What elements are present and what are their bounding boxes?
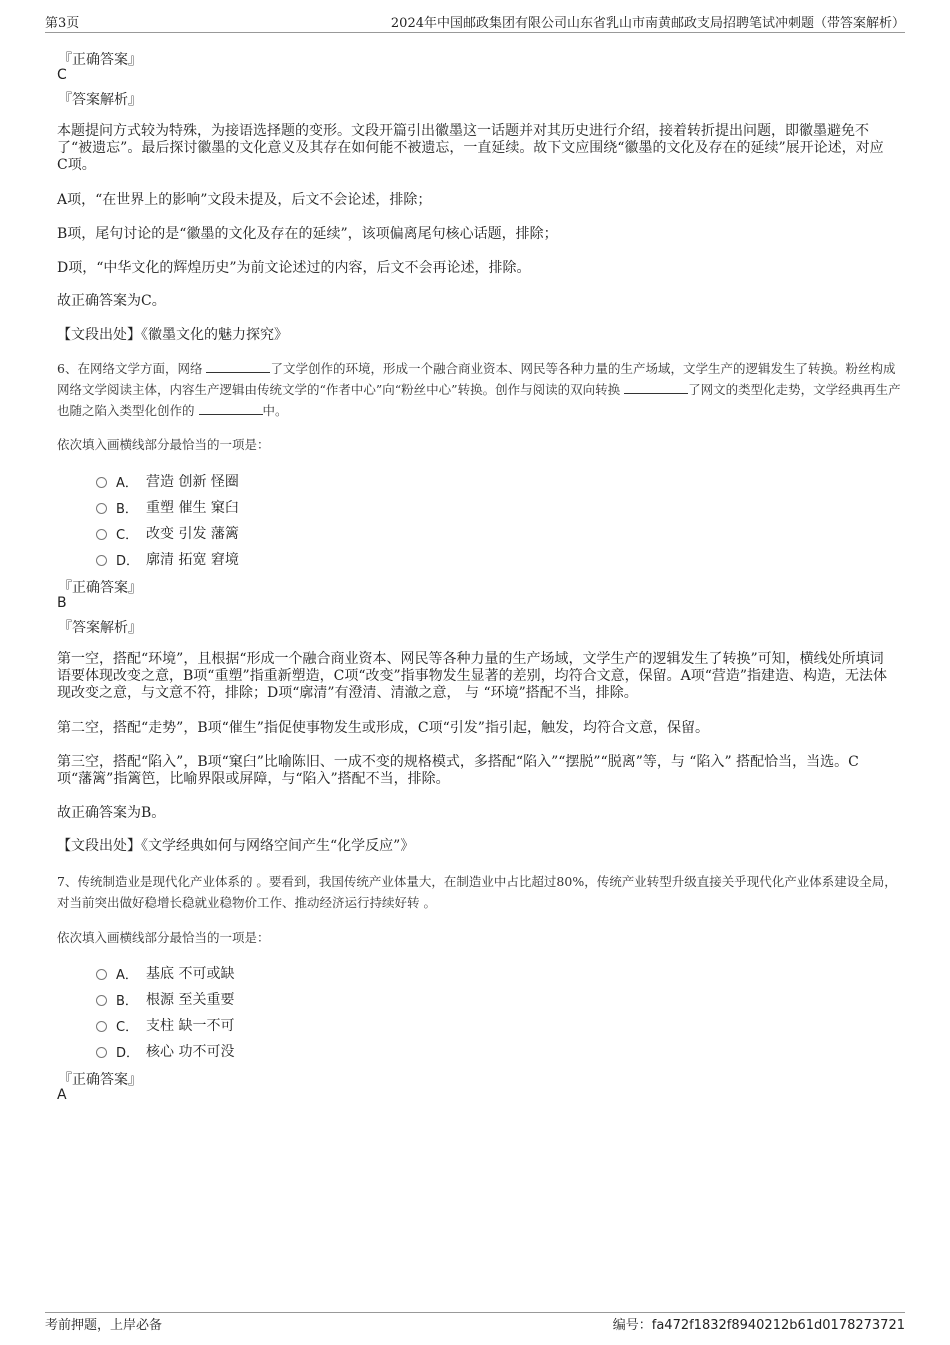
q6-analysis-label: 『答案解析』 [58,620,142,636]
q7-option-a[interactable] [96,963,234,983]
radio-icon[interactable] [96,969,107,980]
q7-stem: 7、传统制造业是现代化产业体系的 。要看到，我国传统产业体量大，在制造业中占比超过80%，传统产业转型升级直接关乎现代化产业体系建设全局，对当前突出做好稳增长稳就业稳物价工作、推动经济运行持续好转 。 [57,874,897,910]
radio-icon[interactable] [96,477,107,488]
radio-icon[interactable] [96,555,107,566]
q7-answer: A [57,1087,67,1103]
footer-code [613,1314,905,1333]
q6-option-a[interactable] [96,471,239,491]
footer-code-value: fa472f1832f8940212b61d0178273721 [651,1318,905,1333]
option-letter: C． [116,1019,139,1035]
q7-answer-label: 『正确答案』 [58,1072,142,1088]
header-divider [45,32,905,33]
radio-icon[interactable] [96,1021,107,1032]
q5-analysis-p2: A项，“在世界上的影响”文段未提及，后文不会论述，排除； [57,192,432,208]
footer-slogan: 考前押题，上岸必备 [45,1318,163,1333]
option-letter: D． [116,1045,140,1061]
option-letter: B． [116,993,138,1009]
option-letter: C． [116,527,139,543]
q6-analysis-p4: 故正确答案为B。 [57,805,166,821]
q5-analysis-p4: D项，“中华文化的辉煌历史”为前文论述过的内容，后文不会再论述，排除。 [57,260,531,276]
q6-stem-part-a: 6、在网络文学方面，网络 [57,361,203,376]
q6-blank-2 [624,381,688,394]
q5-analysis-label: 『答案解析』 [58,92,142,108]
q6-analysis-p3: 第三空，搭配“陷入”，B项“窠臼”比喻陈旧、一成不变的规格模式，多搭配“陷入”“摆脱”“脱离”等，与 “陷入” 搭配恰当，当选。C项“藩篱”指篱笆，比喻界限或屏障，与“陷入”搭配不当，排除。 [57,754,859,787]
q6-answer: B [57,595,67,611]
option-text: 根源 至关重要 [146,992,235,1008]
option-letter: B． [116,501,138,517]
option-text: 支柱 缺一不可 [146,1018,235,1034]
q6-ask: 依次填入画横线部分最恰当的一项是： [57,437,270,452]
page-number: 第3页 [45,16,80,31]
q6-stem [57,358,907,421]
q6-blank-1 [206,360,270,373]
q5-analysis-p5: 故正确答案为C。 [57,293,166,309]
q5-source: 【文段出处】《徽墨文化的魅力探究》 [57,327,288,343]
q7-option-b[interactable] [96,989,234,1009]
q5-analysis-p3: B项，尾句讨论的是“徽墨的文化及存在的延续”，该项偏离尾句核心话题，排除； [57,226,558,242]
q5-answer: C [57,67,67,83]
q6-analysis-p2: 第二空，搭配“走势”，B项“催生”指促使事物发生或形成，C项“引发”指引起，触发，均符合文意，保留。 [57,720,709,736]
q6-analysis-p1: 第一空，搭配“环境”，且根据“形成一个融合商业资本、网民等各种力量的生产场域，文学生产的逻辑发生了转换”可知，横线处所填词语要体现改变之意，B项“重塑”指重新塑造，C项“改变”指事物发生显著的差别，均符合文意，保留。A项“营造”指建造、构造，无法体现改变之意，与文意不符，排除；D项“廓清”有澄清、清澈之意， 与 “环境”搭配不当，排除。 [57,651,888,701]
q6-option-c[interactable] [96,523,239,543]
q7-option-d[interactable] [96,1041,234,1061]
radio-icon[interactable] [96,995,107,1006]
q6-answer-label: 『正确答案』 [58,580,142,596]
q7-option-c[interactable] [96,1015,234,1035]
q6-option-b[interactable] [96,497,239,517]
footer-divider [45,1312,905,1313]
option-letter: D． [116,553,140,569]
q5-answer-label: 『正确答案』 [58,52,142,68]
q6-blank-3 [199,402,263,415]
radio-icon[interactable] [96,529,107,540]
q7-ask: 依次填入画横线部分最恰当的一项是： [57,930,270,945]
option-text: 改变 引发 藩篱 [146,526,239,542]
document-title: 2024年中国邮政集团有限公司山东省乳山市南黄邮政支局招聘笔试冲刺题（带答案解析） [390,16,905,31]
q5-analysis-p1: 本题提问方式较为特殊，为接语选择题的变形。文段开篇引出徽墨这一话题并对其历史进行介绍，接着转折提出问题，即徽墨避免不了“被遗忘”。最后探讨徽墨的文化意义及其存在如何能不被遗忘，一直延续。故下文应围绕“徽墨的文化及存在的延续”展开论述，对应C项。 [57,123,884,173]
option-letter: A． [116,475,138,491]
option-text: 基底 不可或缺 [146,966,235,982]
radio-icon[interactable] [96,1047,107,1058]
option-text: 营造 创新 怪圈 [146,474,239,490]
radio-icon[interactable] [96,503,107,514]
q6-stem-part-d: 中。 [262,403,288,418]
q6-stem-part-c: 了网文的类型化走势，文学经典再生产也随之陷入类型化创作的 [57,382,901,418]
option-text: 核心 功不可没 [146,1044,235,1060]
option-text: 廓清 拓宽 窘境 [146,552,239,568]
q6-stem-part-b: 了文学创作的环境，形成一个融合商业资本、网民等各种力量的生产场域，文学生产的逻辑发生了转换。粉丝构成网络文学阅读主体，内容生产逻辑由传统文学的“作者中心”向“粉丝中心”转换。创作与阅读的双向转换 [57,361,896,397]
option-text: 重塑 催生 窠臼 [146,500,239,516]
q6-option-d[interactable] [96,549,239,569]
q6-source: 【文段出处】《文学经典如何与网络空间产生“化学反应”》 [57,838,415,854]
option-letter: A． [116,967,138,983]
footer-code-label: 编号： [612,1318,652,1333]
